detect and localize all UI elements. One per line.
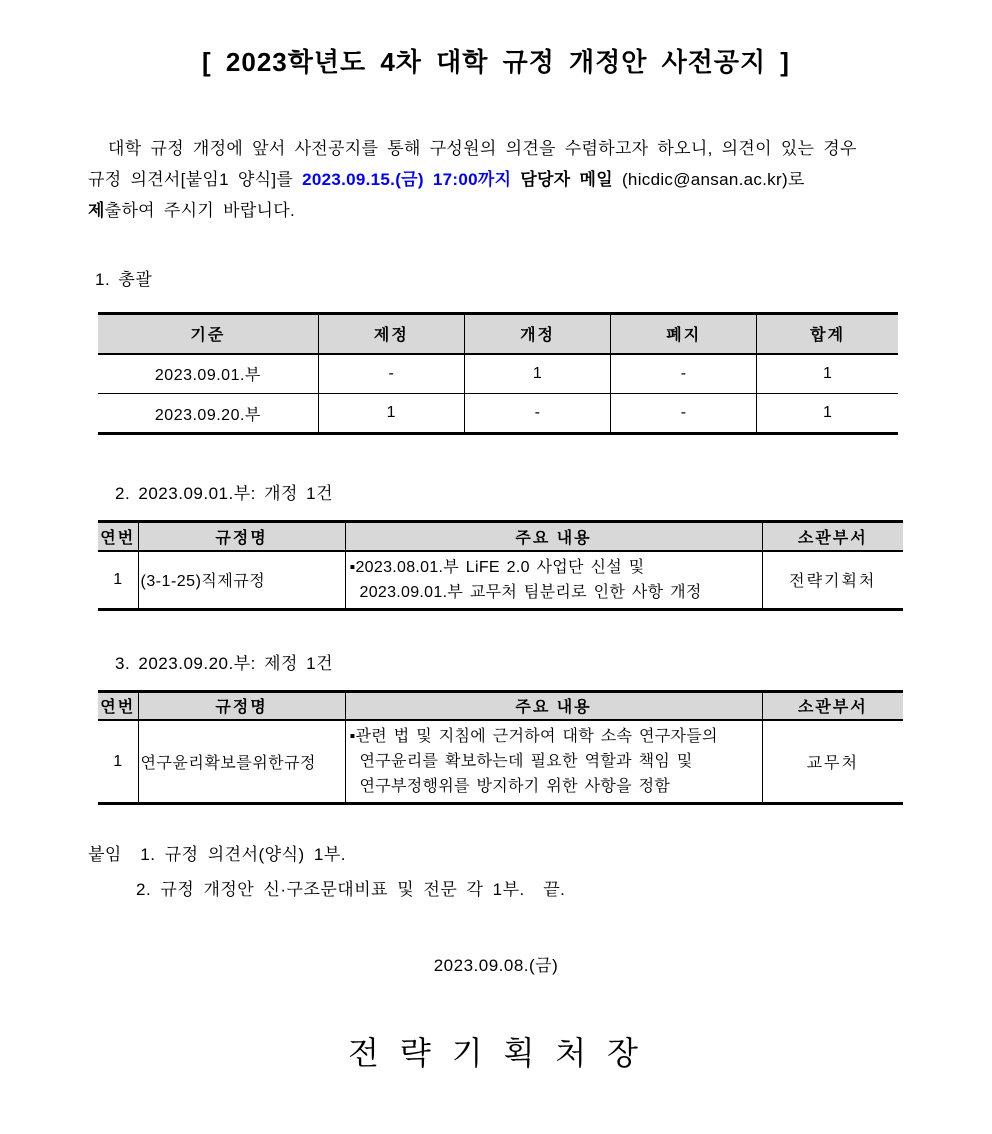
overview-col-enact: 제정 [318,314,464,354]
amend-table [98,520,903,611]
table-row [98,720,903,804]
overview-row1-base: 2023.09.01.부 [98,354,318,394]
overview-col-base: 기준 [98,314,318,354]
amend-col-dept: 소관부서 [762,522,903,551]
content-line: 연구부정행위를 방지하기 위한 사항을 정함 [359,778,671,795]
attachment-line2: 2. 규정 개정안 신·구조문대비표 및 전문 각 1부. 끝. [136,880,566,899]
amend-row-no: 1 [113,570,123,588]
section1-heading: 1. 총괄 [95,270,153,289]
enact-row-dept: 교무처 [762,720,903,804]
enact-col-dept: 소관부서 [762,691,903,720]
enact-row-no: 1 [113,752,123,770]
overview-row2-enact: 1 [318,394,464,434]
content-line: 연구윤리를 확보하는데 필요한 역할과 책임 및 [359,753,693,770]
table-row [98,354,898,394]
amend-row-content [345,551,762,610]
content-line: ▪2023.08.01.부 LiFE 2.0 사업단 신설 및 [349,558,645,576]
amend-col-name: 규정명 [138,522,345,551]
overview-row2-abolish: - [611,394,757,434]
enact-col-content: 주요 내용 [345,691,762,720]
intro-line3-bold: 제 [88,201,105,220]
table-row [98,394,898,434]
attachments-block [88,837,992,907]
enact-header-row [98,691,903,720]
content-line: 2023.09.01.부 교무처 팀분리로 인한 사항 개정 [359,583,702,601]
overview-col-abolish: 폐지 [611,314,757,354]
overview-col-amend: 개정 [464,314,610,354]
enact-table [98,690,903,806]
amend-row-dept: 전략기획처 [762,551,903,610]
amend-col-no: 연번 [98,522,138,551]
contact-label: 담당자 메일 [511,170,613,189]
document-date: 2023.09.08.(금) [433,956,559,975]
overview-col-total: 합계 [757,314,898,354]
content-line: ▪관련 법 및 지침에 근거하여 대학 소속 연구자들의 [349,728,718,745]
contact-email: (hicdic@ansan.ac.kr)로 [612,170,805,189]
section2-heading: 2. 2023.09.01.부: 개정 1건 [115,484,334,503]
overview-row2-base: 2023.09.20.부 [98,394,318,434]
overview-row1-amend: 1 [464,354,610,394]
overview-row2-total: 1 [757,394,898,434]
table-row [98,551,903,610]
overview-table [98,312,898,435]
amend-col-content: 주요 내용 [345,522,762,551]
intro-paragraph [88,133,906,226]
intro-line1: 대학 규정 개정에 앞서 사전공지를 통해 구성원의 의견을 수렴하고자 하오니, 의견이 있는 경우 [108,139,857,158]
overview-row2-amend: - [464,394,610,434]
intro-line2-pre: 규정 의견서[붙임1 양식]를 [88,170,303,189]
amend-row-name: (3-1-25)직제규정 [138,551,345,610]
deadline-text: 2023.09.15.(금) 17:00까지 [302,170,512,189]
enact-row-content [345,720,762,804]
enact-row-name: 연구윤리확보를위한규정 [138,720,345,804]
intro-line3 [88,195,906,226]
overview-row1-total: 1 [757,354,898,394]
overview-row1-abolish: - [611,354,757,394]
attachment-line1: 붙임 1. 규정 의견서(양식) 1부. [88,845,347,864]
section3-heading: 3. 2023.09.20.부: 제정 1건 [115,653,334,673]
enact-col-name: 규정명 [138,691,345,720]
signature-title: 전 략 기 획 처 장 [348,1035,644,1071]
enact-col-no: 연번 [98,691,138,720]
intro-line3-rest: 출하여 주시기 바랍니다. [104,201,296,220]
amend-header-row [98,522,903,551]
overview-header-row [98,314,898,354]
overview-row1-enact: - [318,354,464,394]
document-title: [ 2023학년도 4차 대학 규정 개정안 사전공지 ] [202,47,790,77]
intro-line2 [88,164,906,195]
